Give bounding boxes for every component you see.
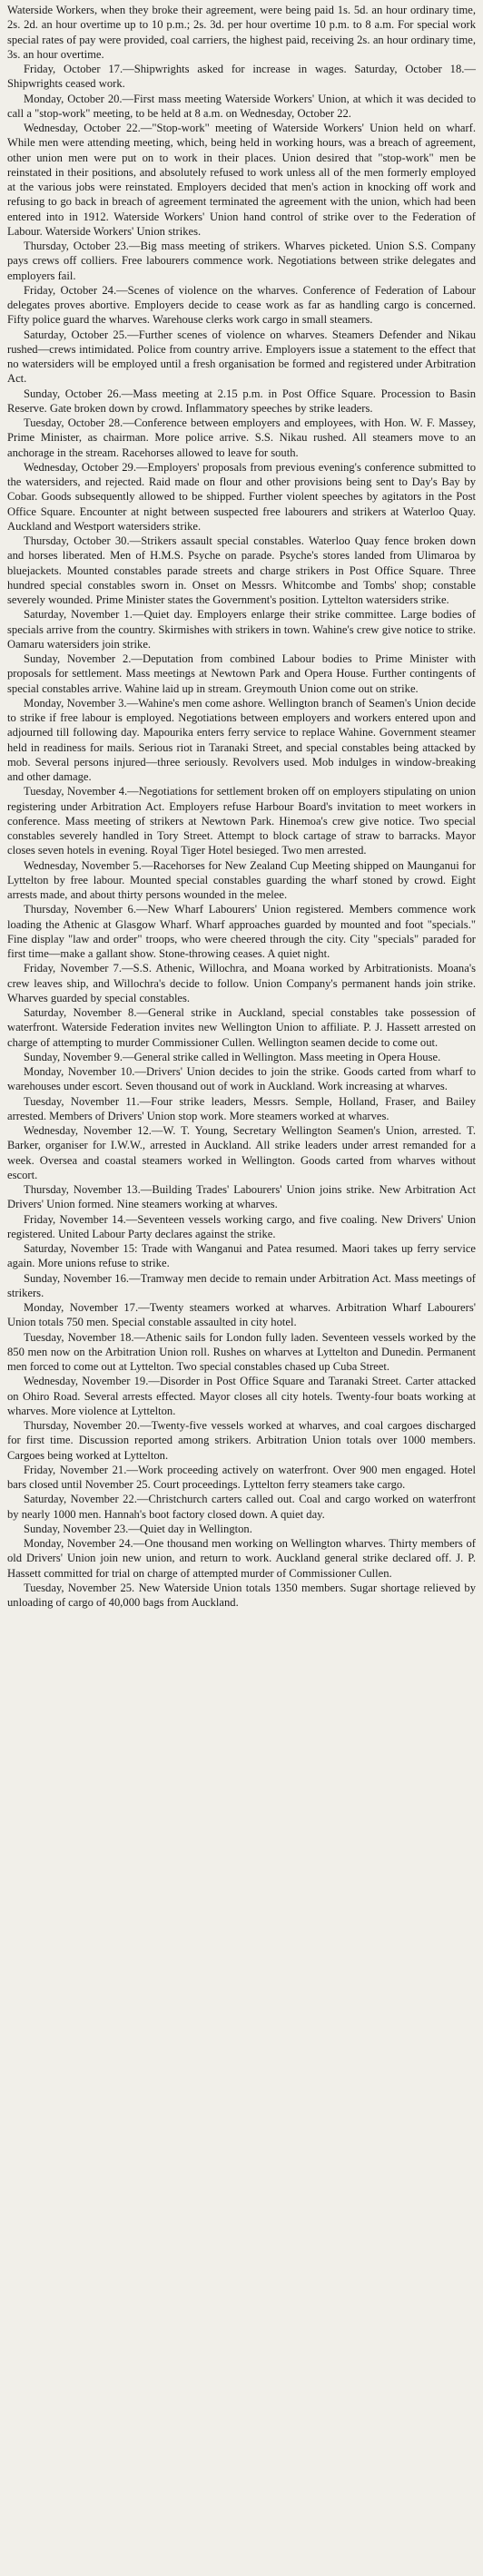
article-paragraph: Sunday, November 16.—Tramway men decide to remain under Arbitration Act. Mass meetings of strikers. [7,1271,476,1299]
article-paragraph: Monday, November 10.—Drivers' Union decides to join the strike. Goods carted from wharf to warehouses under escort. Seven thousand out of work in Auckland. Work increasing at wharves. [7,1065,476,1093]
article-paragraph: Monday, November 24.—One thousand men working on Wellington wharves. Thirty members of old Drivers' Union join new union, and return to work. Auckland general strike declared off. J. P. Hassett committed for trial on charge of attempted murder of Commissioner Cullen. [7,1537,476,1580]
article-paragraph: Thursday, October 30.—Strikers assault special constables. Waterloo Quay fence broken down and horses liberated. Men of H.M.S. Psyche on parade. Psyche's stores landed from Ulimaroa by bluejackets. Mounted constables parade streets and charge strikers in Post Office Square. Three hundred special constables sworn in. Onset on Messrs. Whitcombe and Tombs' shop; constable severely wounded. Prime Minister states the Government's position. Lyttelton watersiders strike. [7,534,476,606]
article-paragraph: Monday, November 17.—Twenty steamers worked at wharves. Arbitration Wharf Labourers' Union totals 750 men. Special constable assaulted in city hotel. [7,1301,476,1329]
article-paragraph: Monday, November 3.—Wahine's men come ashore. Wellington branch of Seamen's Union decide to strike if free labour is employed. Negotiations between employers and workers entered upon and adjourned till following day. Mapourika enters ferry service to replace Wahine. Government steamer held in readiness for mails. Serious riot in Taranaki Street, and special constables being attacked by mob. Several persons injured—three seriously. Revolvers used. Mob indulges in window-breaking and other damage. [7,696,476,783]
article-paragraph: Saturday, October 25.—Further scenes of violence on wharves. Steamers Defender and Nikau rushed—crews intimidated. Police from country arrive. Employers issue a statement to the effect that no watersiders will be employed until a fresh organisation be formed and registered under Arbitration Act. [7,328,476,386]
article-paragraph: Friday, November 7.—S.S. Athenic, Willochra, and Moana worked by Arbitrationists. Moana's crew leaves ship, and Willochra's decide to follow. Union Company's permanent hands join strike. Wharves guarded by special constables. [7,962,476,1004]
article-paragraph: Monday, October 20.—First mass meeting Waterside Workers' Union, at which it was decided to call a "stop-work" meeting, to be held at 8 a.m. on Wednesday, October 22. [7,92,476,120]
article-paragraph: Thursday, November 6.—New Wharf Labourers' Union registered. Members commence work loading the Athenic at Glasgow Wharf. Wharf approaches guarded by mounted and foot "specials." Fine display "law and order" troops, who were cheered through the city. City "specials" paraded for first time—make a gallant show. Stone-throwing ceases. A quiet night. [7,903,476,960]
article-paragraph: Sunday, November 2.—Deputation from combined Labour bodies to Prime Minister with proposals for settlement. Mass meetings at Newtown Park and Opera House. Further contingents of special constables arrive. Wahine laid up in stream. Greymouth Union come out on strike. [7,652,476,695]
article-paragraph: Thursday, October 23.—Big mass meeting of strikers. Wharves picketed. Union S.S. Company pays crews off colliers. Free labourers commence work. Negotiations between strike delegates and employers fail. [7,240,476,282]
article-paragraph: Tuesday, October 28.—Conference between employers and employees, with Hon. W. F. Massey, Prime Minister, as chairman. More police arrive. S.S. Nikau rushed. All steamers move to an anchorage in the stream. Racehorses allowed to leave for south. [7,416,476,459]
article-paragraph: Wednesday, November 19.—Disorder in Post Office Square and Taranaki Street. Carter attacked on Ohiro Road. Several arrests effected. Mayor closes all city hotels. Twenty-four boats working at wharves. More violence at Lyttelton. [7,1375,476,1417]
article-paragraph: Waterside Workers, when they broke their agreement, were being paid 1s. 5d. an hour ordinary time, 2s. 2d. an hour overtime up to 10 p.m.; 2s. 3d. per hour overtime 10 p.m. to 8 a.m. For special work special rates of pay were provided, coal carriers, the highest paid, receiving 2s. an hour ordinary time, 3s. an hour overtime. [7,4,476,61]
article-paragraph: Sunday, November 9.—General strike called in Wellington. Mass meeting in Opera House. [24,1050,441,1063]
article-paragraph: Wednesday, October 22.—"Stop-work" meeting of Waterside Workers' Union held on wharf. While men were attending meeting, which, being held in working hours, was a breach of agreement, other union men were put on to work in their places. Union desired that "stop-work" men be reinstated in their positions, and absolutely refused to work unless all of the men formerly employed at the various jobs were reinstated. Employers decided that men's action in knocking off work and refusing to go back in breach of agreement terminated the agreement with the union, which had been entered into in 1912. Waterside Workers' Union hand control of strike over to the Federation of Labour. Waterside Workers' Union strikes. [7,122,476,238]
article-paragraph: Wednesday, October 29.—Employers' proposals from previous evening's conference submitted to the watersiders, and rejected. Raid made on flour and other provisions being sent to Day's Bay by Cobar. Goods subsequently allowed to be shipped. Further violent speeches by agitators in the Post Office Square. Encounter at night between suspected free labourers and strikers at Waterloo Quay. Auckland and Westport watersiders strike. [7,460,476,533]
article-paragraph: Friday, November 21.—Work proceeding actively on waterfront. Over 900 men engaged. Hotel bars closed until November 25. Court proceedings. Lyttelton ferry steamers take cargo. [7,1463,476,1491]
article-paragraph: Saturday, November 1.—Quiet day. Employers enlarge their strike committee. Large bodies of specials arrive from the country. Skirmishes with strikers in town. Wahine's crew give notice to strike. Oamaru watersiders join strike. [7,608,476,651]
article-paragraph: Tuesday, November 11.—Four strike leaders, Messrs. Semple, Holland, Fraser, and Bailey arrested. Members of Drivers' Union stop work. More steamers worked at wharves. [7,1094,476,1122]
article-paragraph: Friday, October 17.—Shipwrights asked for increase in wages. Saturday, October 18.—Shipwrights ceased work. [7,63,476,91]
article-paragraph: Saturday, November 22.—Christchurch carters called out. Coal and cargo worked on waterfront by nearly 1000 men. Hannah's boot factory closed down. A quiet day. [7,1493,476,1521]
article-paragraph: Saturday, November 8.—General strike in Auckland, special constables take possession of waterfront. Waterside Federation invites new Wellington Union to affiliate. P. J. Hassett arrested on charge of attempting to murder Commissioner Cullen. Wellington seamen decide to come out. [7,1006,476,1049]
article-paragraph: Sunday, November 23.—Quiet day in Wellington. [24,1522,252,1535]
article-paragraph: Tuesday, November 18.—Athenic sails for London fully laden. Seventeen vessels worked by the 850 men now on the Arbitration Union roll. Rushes on wharves at Lyttelton and Dunedin. Permanent men forced to come out at Lyttelton. Two special constables chased up Cuba Street. [7,1330,476,1373]
article-paragraph: Tuesday, November 25. New Waterside Union totals 1350 members. Sugar shortage relieved by unloading of cargo of 40,000 bags from Auckland. [7,1581,476,1609]
article-paragraph: Wednesday, November 12.—W. T. Young, Secretary Wellington Seamen's Union, arrested. T. Barker, organiser for I.W.W., arrested in Auckland. All strike leaders under arrest remanded for a week. Oversea and coastal steamers worked in Wellington. Goods carted from wharves without escort. [7,1124,476,1181]
article-paragraph: Thursday, November 20.—Twenty-five vessels worked at wharves, and coal cargoes discharged for first time. Discussion reported among strikers. Arbitration Union totals over 1000 members. Cargoes being worked at Lyttelton. [7,1419,476,1462]
article-paragraph: Sunday, October 26.—Mass meeting at 2.15 p.m. in Post Office Square. Procession to Basin Reserve. Gate broken down by crowd. Inflammatory speeches by strike leaders. [7,387,476,415]
article-paragraph: Saturday, November 15: Trade with Wanganui and Patea resumed. Maori takes up ferry service again. More unions refuse to strike. [7,1242,476,1270]
article-paragraph: Thursday, November 13.—Building Trades' Labourers' Union joins strike. New Arbitration Act Drivers' Union formed. Nine steamers working at wharves. [7,1183,476,1211]
article-paragraph: Wednesday, November 5.—Racehorses for New Zealand Cup Meeting shipped on Maunganui for Lyttelton by free labour. Mounted special constables guarding the wharf stoned by crowd. Eight arrests made, and about thirty persons wounded in the melee. [7,858,476,901]
article-paragraph: Friday, October 24.—Scenes of violence on the wharves. Conference of Federation of Labour delegates proves abortive. Employers decide to cease work as far as handling cargo is concerned. Fifty police guard the wharves. Warehouse clerks work cargo in small steamers. [7,283,476,327]
article-paragraph: Friday, November 14.—Seventeen vessels working cargo, and five coaling. New Drivers' Union registered. United Labour Party declares against the strike. [7,1212,476,1240]
article-paragraph: Tuesday, November 4.—Negotiations for settlement broken off on employers stipulating on union registering under Arbitration Act. Employers refuse Harbour Board's invitation to meet workers in conference. Mass meeting of strikers at Newtown Park. Hinemoa's crew give notice. Two special constables severely handled in Tory Street. Attempt to block cartage of straw to barracks. Mayor closes seven hotels in evening. Royal Tiger Hotel besieged. Two men arrested. [7,785,476,857]
